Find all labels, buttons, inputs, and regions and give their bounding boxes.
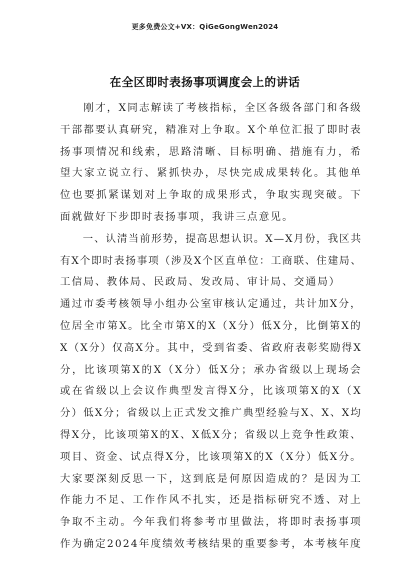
text-line: 有X个即时表扬事项（涉及X个区直单位：工商联、住建局、: [60, 254, 362, 267]
text-line: 位也要抓紧谋划对上争取的成果形式，争取实现突破。下: [60, 189, 362, 202]
text-line: 得X分，比该项第X的X、X低X分；省级以上竞争性政策、: [60, 428, 362, 441]
speech-body: [60, 98, 362, 556]
text-line: 面就做好下步即时表扬事项，我讲三点意见。: [60, 210, 294, 223]
text-line: 作能力不足、工作作风不扎实，还是指标研究不透、对上: [60, 494, 362, 507]
text-line: 项目、资金、试点得X分，比该项第X的X（X分）低X分。: [60, 450, 362, 463]
text-line: 分，比该项第X的X（X分）低X分；承办省级以上现场会: [60, 363, 362, 376]
text-line: X（X分）仅高X分。其中，受到省委、省政府表彰奖励得X: [60, 341, 362, 354]
text-line: 或在省级以上会议作典型发言得X分，比该项第X的X（X: [60, 385, 362, 398]
text-line: 大家要深刻反思一下，这到底是何原因造成的？是因为工: [60, 472, 362, 485]
text-line: 望大家立说立行、紧抓快办，尽快完成成果转化。其他单: [60, 167, 362, 180]
text-line: 作为确定2024年度绩效考核结果的重要参考，本考核年度: [60, 537, 362, 550]
text-line: 扬事项情况和线索，思路清晰、目标明确、措施有力，希: [60, 145, 362, 158]
text-line: 位居全市第X。比全市第X的X（X分）低X分，比倒第X的: [60, 319, 362, 332]
page-header: 更多免费公文+VX：QiGeGongWen2024: [131, 23, 279, 31]
text-line: 工信局、教体局、民政局、发改局、审计局、交通局）: [60, 276, 341, 289]
text-line: 一、认清当前形势，提高思想认识。X—X月份，我区共: [60, 232, 362, 245]
text-line: 分）低X分；省级以上正式发文推广典型经验与X、X、X均: [60, 407, 362, 420]
text-line: 争取不主动。今年我们将参考市里做法，将即时表扬事项: [60, 516, 362, 529]
text-line: 刚才，X同志解读了考核指标，全区各级各部门和各级: [60, 102, 362, 114]
text-line: 通过市委考核领导小组办公室审核认定通过，共计加X分，: [60, 298, 362, 311]
text-line: 干部都要认真研究，精准对上争取。X个单位汇报了即时表: [60, 123, 362, 136]
speech-title: 在全区即时表扬事项调度会上的讲话: [109, 75, 301, 89]
